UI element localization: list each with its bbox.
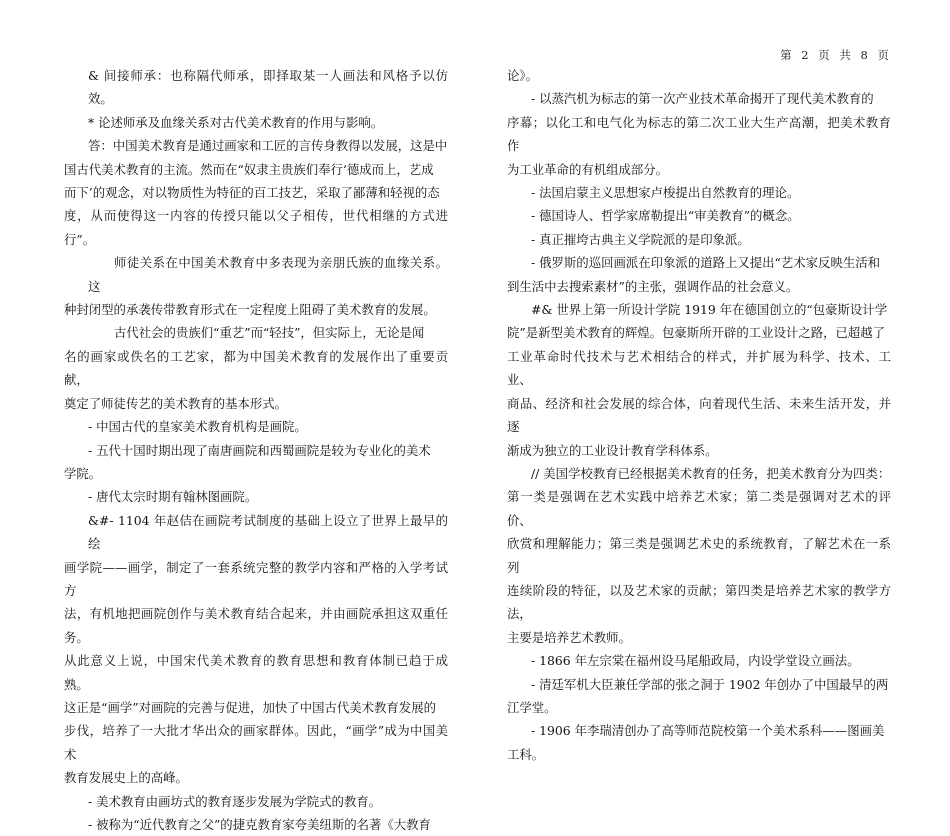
text-line: 步伐，培养了一大批才华出众的画家群体。因此，“画学”成为中国美术 — [64, 723, 448, 762]
text-line: 院”是新型美术教育的辉煌。包豪斯所开辟的工业设计之路，已超越了 — [507, 325, 886, 341]
text-line: 第一类是强调在艺术实践中培养艺术家；第二类是强调对艺术的评价、 — [507, 489, 891, 528]
text-line: 法，有机地把画院创作与美术教育结合起来，并由画院承担这双重任务。 — [64, 606, 448, 645]
left-text-column — [64, 64, 448, 836]
text-line: 教育发展史上的高峰。 — [64, 770, 188, 786]
text-line: - 被称为“近代教育之父”的捷克教育家夸美纽斯的名著《大教育 — [88, 817, 431, 832]
text-line: - 1866 年左宗棠在福州设马尾船政局，内设学堂设立画法。 — [531, 653, 860, 669]
text-line: 奠定了师徒传艺的美术教育的基本形式。 — [64, 395, 288, 411]
text-line: #& 世界上第一所设计学院 1919 年在德国创立的“包豪斯设计学 — [531, 302, 888, 318]
text-line: - 法国启蒙主义思想家卢梭提出自然教育的理论。 — [531, 185, 800, 201]
text-line: 商品、经济和社会发展的综合体，向着现代生活、未来生活开发，并逐 — [507, 395, 891, 435]
text-line: 国古代美术教育的主流。然而在“奴隶主贵族们奉行‘德成而上，艺成 — [64, 161, 434, 177]
text-line: 名的画家或佚名的工艺家，都为中国美术教育的发展作出了重要贡献， — [64, 348, 448, 388]
text-line: 师徒关系在中国美术教育中多表现为亲朋氏族的血缘关系。这 — [88, 255, 448, 294]
text-line: 从此意义上说，中国宋代美术教育的教育思想和教育体制已趋于成熟。 — [64, 653, 448, 692]
text-line: 序幕；以化工和电气化为标志的第二次工业大生产高潮，把美术教育作 — [507, 114, 891, 154]
text-line: - 中国古代的皇家美术教育机构是画院。 — [88, 419, 307, 435]
text-line: 渐成为独立的工业设计教育学科体系。 — [507, 442, 718, 458]
text-line: * 论述师承及血缘关系对古代美术教育的作用与影响。 — [88, 114, 384, 130]
right-text-column — [507, 64, 891, 766]
text-line: 为工业革命的有机组成部分。 — [507, 161, 669, 177]
text-line: 江学堂。 — [507, 699, 557, 715]
text-line: - 俄罗斯的巡回画派在印象派的道路上又提出“艺术家反映生活和 — [531, 255, 881, 271]
text-line: - 清廷军机大臣兼任学部的张之洞于 1902 年创办了中国最早的两 — [531, 676, 889, 692]
text-line: 度，从而使得这一内容的传授只能以父子相传，世代相继的方式进行”。 — [64, 208, 448, 247]
text-line: 论》。 — [507, 68, 538, 83]
text-line: - 五代十国时期出现了南唐画院和西蜀画院是较为专业化的美术 — [88, 442, 431, 458]
text-line: - 1906 年李瑞清创办了高等师范院校第一个美术系科——图画美 — [531, 723, 885, 739]
text-line: - 以蒸汽机为标志的第一次产业技术革命揭开了现代美术教育的 — [531, 91, 874, 107]
text-line: 工科。 — [507, 746, 545, 762]
text-line: 连续阶段的特征，以及艺术家的贡献；第四类是培养艺术家的教学方法， — [507, 582, 891, 622]
text-line: - 德国诗人、哲学家席勒提出“审美教育”的概念。 — [531, 208, 800, 224]
text-line: 到生活中去搜索素材”的主张，强调作品的社会意义。 — [507, 278, 799, 294]
text-line: 答：中国美术教育是通过画家和工匠的言传身教得以发展，这是中 — [88, 138, 448, 154]
page-number-header: 第 2 页 共 8 页 — [780, 48, 892, 62]
text-line: 学院。 — [64, 465, 102, 481]
text-line: - 唐代太宗时期有翰林图画院。 — [88, 489, 258, 505]
text-line: 主要是培养艺术教师。 — [507, 629, 631, 645]
text-line: 古代社会的贵族们“重艺”而“轻技”，但实际上，无论是闻 — [114, 325, 425, 341]
text-line: 种封闭型的承袭传带教育形式在一定程度上阻碍了美术教育的发展。 — [64, 302, 436, 318]
text-line: &#- 1104 年赵佶在画院考试制度的基础上设立了世界上最早的绘 — [88, 512, 448, 552]
text-line: 画学院——画学，制定了一套系统完整的教学内容和严格的入学考试方 — [64, 559, 448, 598]
text-line: - 真正摧垮古典主义学院派的是印象派。 — [531, 231, 750, 247]
text-line: 这正是“画学”对画院的完善与促进，加快了中国古代美术教育发展的 — [64, 699, 436, 715]
text-line: & 间接师承：也称隔代师承，即择取某一人画法和风格予以仿效。 — [88, 68, 448, 107]
text-line: 欣赏和理解能力；第三类是强调艺术史的系统教育，了解艺术在一系列 — [507, 536, 891, 575]
text-line: 工业革命时代技术与艺术相结合的样式，并扩展为科学、技术、工业、 — [507, 348, 891, 388]
text-line: 而下’的观念，对以物质性为特征的百工技艺，采取了鄙薄和轻视的态 — [64, 185, 440, 201]
text-line: // 美国学校教育已经根据美术教育的任务，把美术教育分为四类： — [531, 465, 891, 481]
text-line: - 美术教育由画坊式的教育逐步发展为学院式的教育。 — [88, 793, 382, 809]
